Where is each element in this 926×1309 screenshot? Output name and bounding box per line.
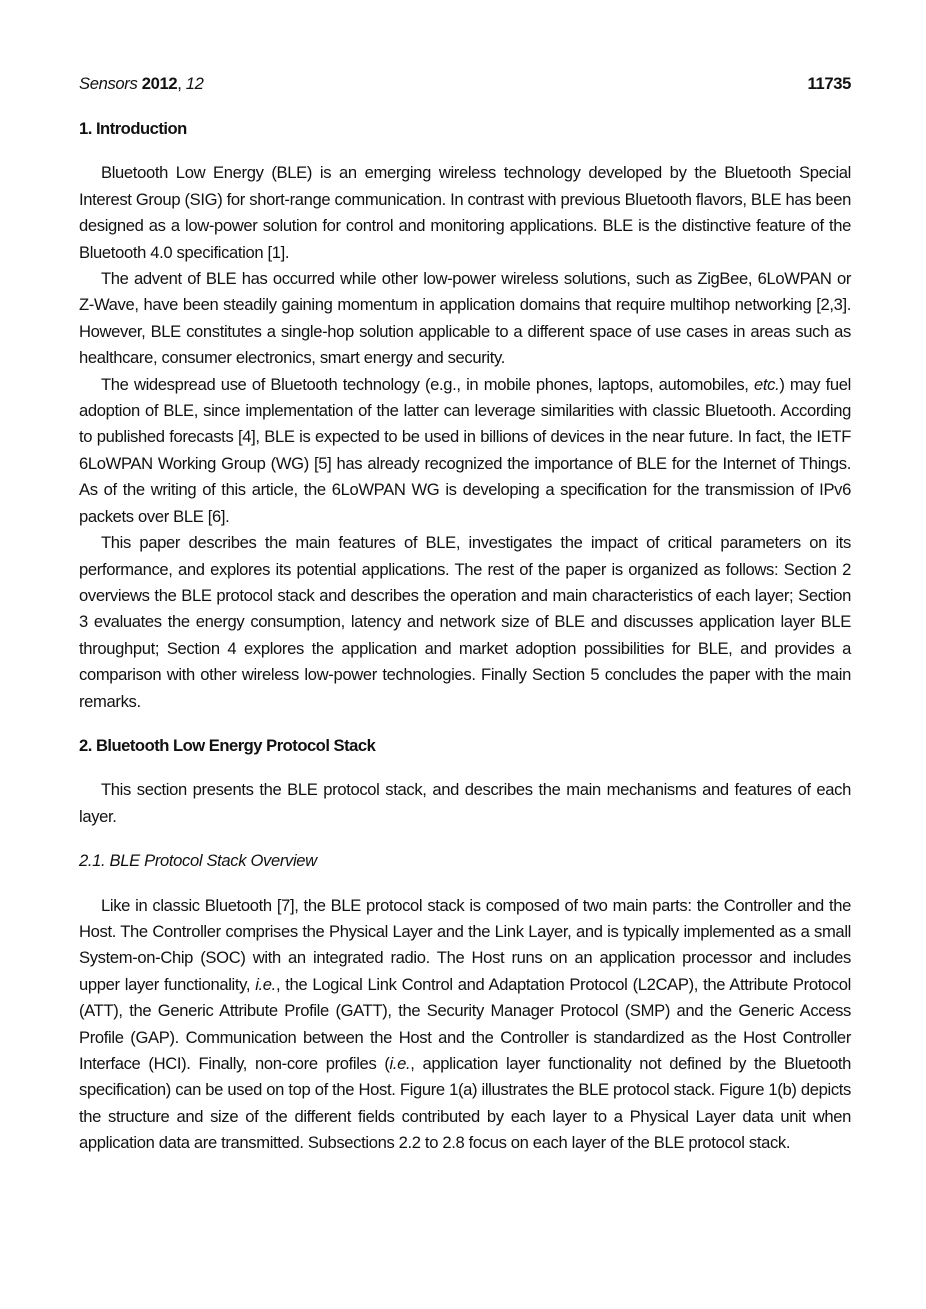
text-run: , the Logical Link Control and Adaptation Protocol (L2CAP), the Attribute Protocol (ATT), the Generic Attribute Profile (GATT), the Security Manager Protocol (SMP) and the Generic Access Profile (GAP). Communication between the Host and the Controller is standardized as the Host Controller Interface (HCI). Finally, non-core profiles ( (79, 974, 852, 1073)
text-run: The widespread use of Bluetooth technology (e.g., in mobile phones, laptops, automobiles, (101, 374, 754, 394)
journal-name: Sensors (79, 74, 138, 93)
section-heading-introduction: 1. Introduction (79, 119, 187, 138)
subsection-heading-stack-overview: 2.1. BLE Protocol Stack Overview (79, 851, 317, 871)
journal-year: 2012 (141, 74, 178, 93)
text-run: Like in classic Bluetooth [7], the BLE protocol stack is composed of two main parts: the Controller and the Host. The Controller comprises the Physical Layer and the Link Layer, and is typically implemented as a small System-on-Chip (SOC) with an integrated radio. The Host runs on an application processor and includes upper layer functionality, (79, 895, 851, 994)
journal-volume: 12 (185, 74, 204, 93)
paragraph (79, 893, 851, 1157)
journal-citation: Sensors 2012, 12 (79, 74, 204, 93)
paragraph: Bluetooth Low Energy (BLE) is an emerging wireless technology developed by the Bluetooth Special Interest Group (SIG) for short-range communication. In contrast with previous Bluetooth flavors, BLE has been designed as a low-power solution for control and monitoring applications. BLE is the distinctive feature of the Bluetooth 4.0 specification [1]. (79, 163, 851, 262)
running-header (79, 71, 851, 97)
section-heading-protocol-stack: 2. Bluetooth Low Energy Protocol Stack (79, 735, 376, 755)
paragraph: The advent of BLE has occurred while other low-power wireless solutions, such as ZigBee, 6LoWPAN or Z-Wave, have been steadily gaining momentum in application domains that require multihop networking [2,3]. However, BLE constitutes a single-hop solution applicable to a different space of use cases in areas such as healthcare, consumer electronics, smart energy and security. (79, 269, 851, 368)
page-number: 11735 (807, 74, 851, 93)
page (79, 71, 851, 1157)
text-run-italic: i.e. (255, 974, 276, 994)
text-run: , application layer functionality not defined by the Bluetooth specification) can be used on top of the Host. Figure 1(a) illustrates the BLE protocol stack. Figure 1(b) depicts the structure and size of the different fields contributed by each layer to a Physical Layer data unit when application data are transmitted. Subsections 2.2 to 2.8 focus on each layer of the BLE protocol stack. (79, 1054, 851, 1153)
paragraph: This paper describes the main features of BLE, investigates the impact of critical parameters on its performance, and explores its potential applications. The rest of the paper is organized as follows: Section 2 overviews the BLE protocol stack and describes the operation and main characteristics of each layer; Section 3 evaluates the energy consumption, latency and network size of BLE and discusses application layer BLE throughput; Section 4 explores the application and market adoption possibilities for BLE, and provides a comparison with other wireless low-power technologies. Finally Section 5 concludes the paper with the main remarks. (79, 533, 851, 711)
text-run-italic: etc. (753, 374, 780, 394)
text-run-italic: i.e. (389, 1054, 411, 1073)
text-run: ) may fuel adoption of BLE, since implementation of the latter can leverage similarities with classic Bluetooth. According to published forecasts [4], BLE is expected to be used in billions of devices in the near future. In fact, the IETF 6LoWPAN Working Group (WG) [5] has already recognized the importance of BLE for the Internet of Things. As of the writing of this article, the 6LoWPAN WG is developing a specification for the transmission of IPv6 packets over BLE [6]. (79, 374, 852, 526)
paragraph (79, 372, 851, 530)
paragraph: This section presents the BLE protocol stack, and describes the main mechanisms and features of each layer. (79, 780, 851, 826)
